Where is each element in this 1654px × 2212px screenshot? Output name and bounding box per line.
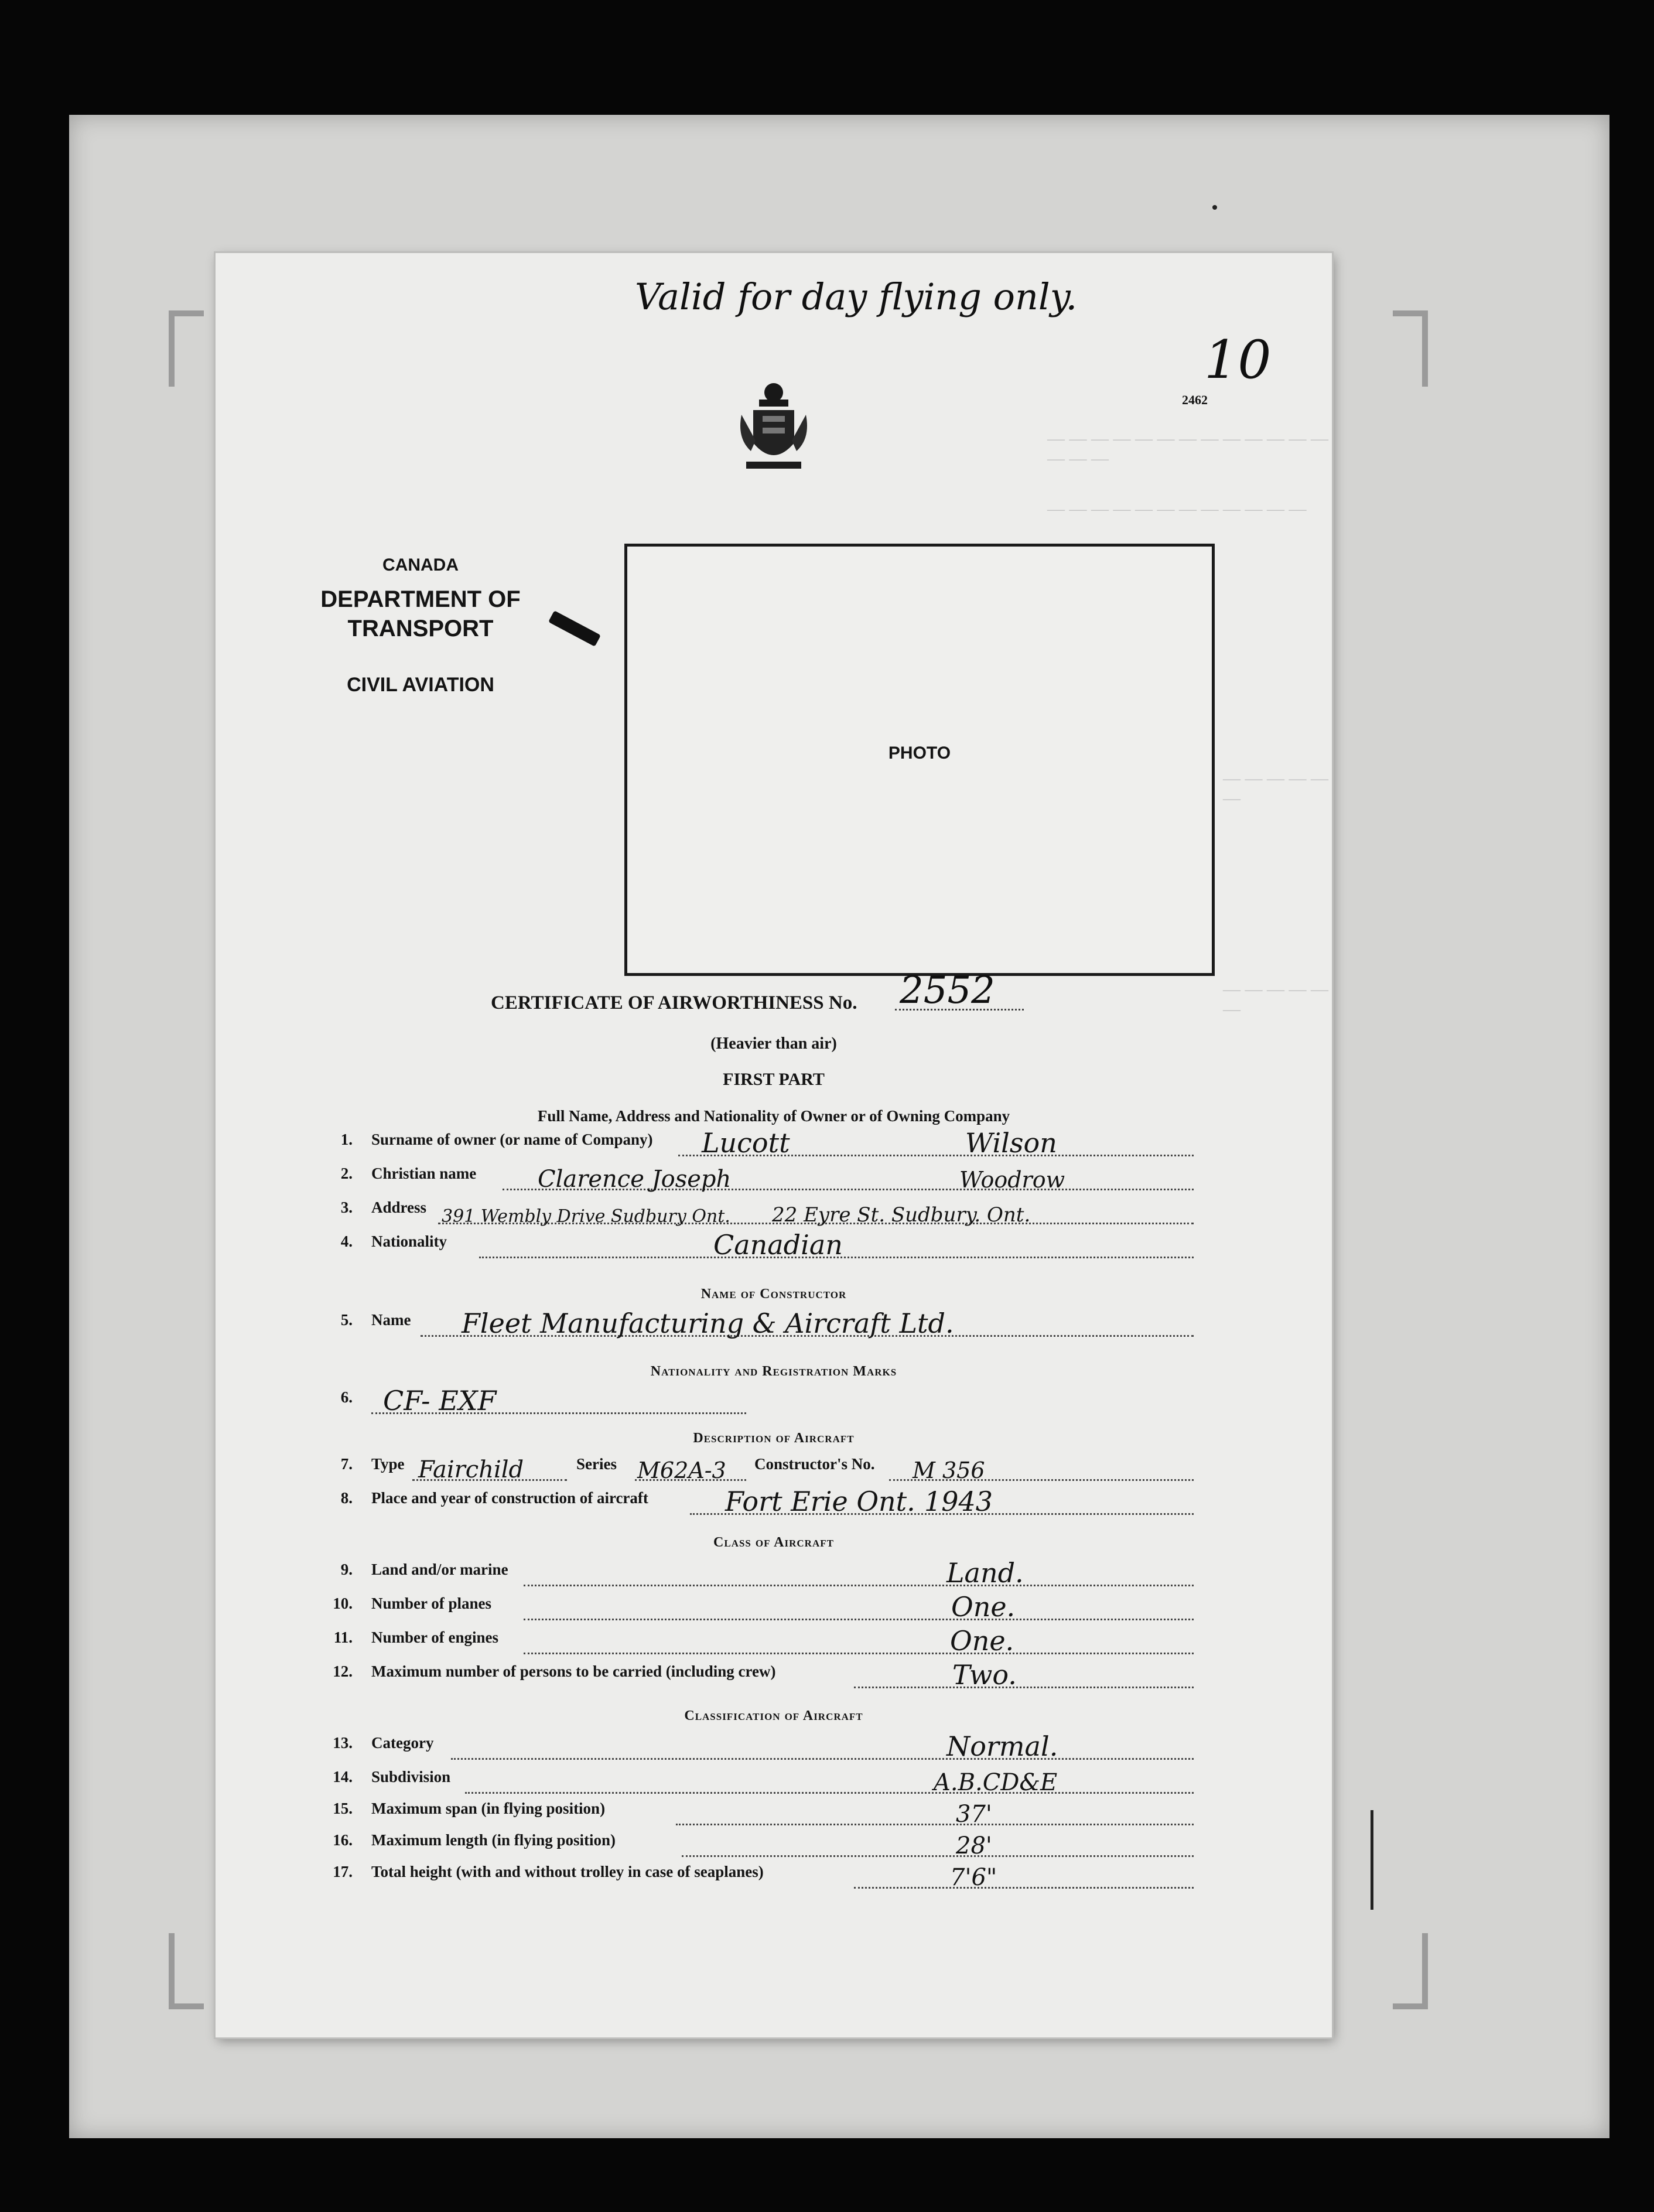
field-label: Maximum length (in flying position) (371, 1831, 616, 1849)
part-heading: FIRST PART (723, 1070, 825, 1089)
field-value: Lucott (702, 1127, 790, 1159)
fill-line (465, 1792, 1194, 1794)
field-number: 14. (333, 1768, 353, 1786)
field-value: A.B.CD&E (934, 1769, 1058, 1796)
field-subdivision (327, 1768, 1194, 1798)
crop-mark-top-left (169, 310, 204, 387)
owner-section-heading: Full Name, Address and Nationality of Owner or of Owning Company (537, 1107, 1010, 1125)
fill-line (451, 1758, 1194, 1760)
fill-line (854, 1887, 1194, 1889)
field-label: Total height (with and without trolley in case of seaplanes) (371, 1863, 764, 1880)
coat-of-arms-icon (736, 380, 812, 479)
field-value-second-owner: Woodrow (959, 1167, 1065, 1193)
constructor-number-value: M 356 (913, 1457, 985, 1483)
binding-mark (1371, 1810, 1373, 1910)
crop-mark-bottom-left (169, 1933, 204, 2009)
field-label: Number of engines (371, 1629, 499, 1646)
field-value: Fairchild (418, 1456, 524, 1483)
field-number: 10. (333, 1595, 353, 1612)
field-christian-name (327, 1165, 1194, 1195)
field-label: Land and/or marine (371, 1561, 508, 1578)
field-label: Address (371, 1199, 427, 1216)
field-place-year (327, 1486, 1194, 1520)
field-max-span (327, 1800, 1194, 1830)
certificate-page (216, 253, 1332, 2037)
field-value: One. (950, 1625, 1014, 1657)
field-number-of-planes (327, 1591, 1194, 1625)
page-number: 2462 (1182, 392, 1208, 407)
field-label: Maximum span (in flying position) (371, 1800, 606, 1817)
torn-corner-mark (548, 610, 601, 647)
field-value: One. (951, 1591, 1016, 1623)
photo-label: PHOTO (888, 743, 951, 763)
field-number: 1. (340, 1131, 353, 1148)
series-value: M62A-3 (637, 1457, 726, 1483)
field-value: 391 Wembly Drive Sudbury Ont. (442, 1206, 730, 1227)
bleed-through-text: — — — — — — — — — — — — — — — — (1047, 429, 1328, 468)
field-value: CF- EXF (383, 1385, 497, 1416)
department-heading: DEPARTMENT OF TRANSPORT (320, 586, 521, 641)
field-max-length (327, 1831, 1194, 1862)
crop-mark-bottom-right (1393, 1933, 1428, 2009)
field-number: 2. (340, 1165, 353, 1182)
field-value: Fort Erie Ont. (725, 1486, 915, 1517)
field-value-year: 1943 (924, 1486, 993, 1517)
field-value: 28' (956, 1832, 992, 1859)
field-number-of-engines (327, 1625, 1194, 1659)
field-number: 5. (340, 1311, 353, 1329)
field-max-persons (327, 1659, 1194, 1693)
handwritten-note: Valid for day flying only. (635, 275, 1078, 318)
division-heading: CIVIL AVIATION (347, 674, 494, 696)
field-label: Maximum number of persons to be carried (including crew) (371, 1663, 776, 1680)
photo-box (624, 544, 1215, 976)
fill-line (524, 1653, 1194, 1654)
field-registration-marks (327, 1385, 1194, 1419)
field-number: 7. (340, 1455, 353, 1473)
fill-line (682, 1855, 1194, 1857)
bleed-through-text: — — — — — — (1223, 979, 1328, 1019)
field-value-second-owner: Wilson (965, 1127, 1057, 1159)
field-value: Normal. (946, 1730, 1058, 1762)
field-value-second-owner: 22 Eyre St. Sudbury. Ont. (772, 1203, 1031, 1227)
field-number: 3. (340, 1199, 353, 1216)
field-number: 16. (333, 1831, 353, 1849)
field-constructor-name (327, 1308, 1194, 1341)
speck (1212, 205, 1217, 210)
field-value: Land. (946, 1557, 1024, 1589)
registration-section-heading: Nationality and Registration Marks (650, 1364, 897, 1379)
field-label: Category (371, 1734, 434, 1752)
field-number: 13. (333, 1734, 353, 1752)
field-label: Surname of owner (or name of Company) (371, 1131, 653, 1148)
field-label: Nationality (371, 1233, 447, 1250)
constructor-number-label: Constructor's No. (754, 1455, 875, 1473)
field-number: 4. (340, 1233, 353, 1250)
fill-line (524, 1585, 1194, 1586)
field-value: Clarence Joseph (538, 1166, 732, 1193)
constructor-section-heading: Name of Constructor (700, 1286, 847, 1302)
certificate-subtitle: (Heavier than air) (710, 1035, 837, 1053)
fill-line (676, 1824, 1194, 1825)
field-value: Two. (952, 1659, 1017, 1691)
field-category (327, 1730, 1194, 1764)
bleed-through-text: — — — — — — — — — — — — (1047, 499, 1307, 518)
field-number: 11. (333, 1629, 353, 1646)
field-value: 7'6" (950, 1864, 997, 1891)
fill-line (524, 1619, 1194, 1620)
classification-section-heading: Classification of Aircraft (684, 1708, 863, 1723)
field-nationality (327, 1229, 1194, 1263)
class-section-heading: Class of Aircraft (713, 1535, 834, 1550)
field-number: 17. (333, 1863, 353, 1880)
description-section-heading: Description of Aircraft (693, 1431, 855, 1446)
field-land-marine (327, 1557, 1194, 1591)
field-address (327, 1199, 1194, 1229)
field-label: Subdivision (371, 1768, 451, 1786)
field-number: 9. (340, 1561, 353, 1578)
bleed-through-text: — — — — — — (1223, 769, 1328, 808)
field-type (327, 1455, 1194, 1486)
field-number: 6. (340, 1388, 353, 1406)
field-number: 8. (340, 1489, 353, 1507)
field-label: Christian name (371, 1165, 477, 1182)
crop-mark-top-right (1393, 310, 1428, 387)
field-value: 37' (956, 1801, 992, 1828)
fill-line (854, 1687, 1194, 1688)
field-label: Type (371, 1455, 405, 1473)
country-heading: CANADA (382, 555, 459, 575)
certificate-number: 2552 (900, 969, 995, 1012)
field-number: 15. (333, 1800, 353, 1817)
series-label: Series (576, 1455, 617, 1473)
handwritten-page-mark: 10 (1204, 329, 1272, 391)
field-value: Canadian (713, 1229, 843, 1261)
field-number: 12. (333, 1663, 353, 1680)
field-label: Number of planes (371, 1595, 492, 1612)
certificate-title: CERTIFICATE OF AIRWORTHINESS No. (491, 992, 857, 1013)
field-surname (327, 1127, 1194, 1161)
field-label: Name (371, 1311, 411, 1329)
field-label: Place and year of construction of aircraft (371, 1489, 648, 1507)
field-value: Fleet Manufacturing & Aircraft Ltd. (462, 1308, 954, 1339)
field-total-height (327, 1863, 1194, 1893)
